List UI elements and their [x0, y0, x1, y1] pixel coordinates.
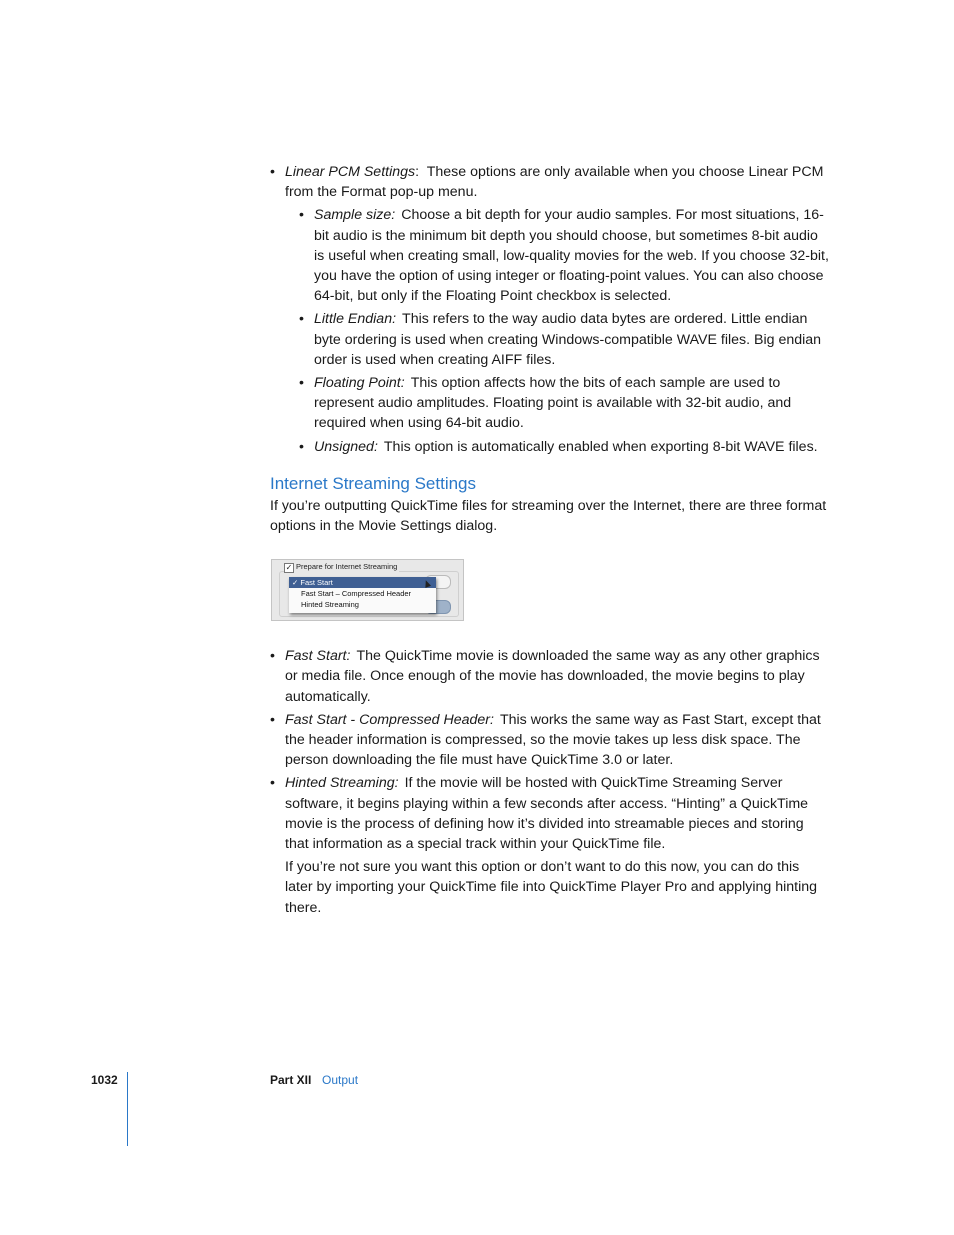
- bullet: •: [270, 711, 275, 728]
- item-text: This option is automatically enabled when exporting 8-bit WAVE files.: [383, 438, 818, 455]
- streaming-settings-screenshot: [271, 559, 464, 621]
- list-item-hinted-streaming: [270, 773, 830, 854]
- bullet: •: [299, 438, 304, 455]
- sub-item-little-endian: [299, 309, 830, 370]
- term-fast-start-compressed: Fast Start - Compressed Header:: [285, 711, 494, 728]
- list-item-fast-start-compressed: [270, 710, 830, 771]
- menu-item-hinted-streaming: Hinted Streaming: [301, 600, 359, 610]
- format-popup-menu: [289, 577, 436, 613]
- sub-item-unsigned: [299, 437, 830, 457]
- term-linear-pcm: Linear PCM Settings: [285, 164, 416, 180]
- bullet: •: [299, 375, 304, 392]
- list-item-linear-pcm: [270, 162, 830, 457]
- item-text: This works the same way as Fast Start, except that the header information is compressed, so the movie takes up less disk space. The person downloading the file must have QuickTime 3.0 or later.: [285, 711, 821, 769]
- item-text: If the movie will be hosted with QuickTime Streaming Server software, it begins playing within a few seconds after access. “Hinting” a QuickTime movie is the process of defining how it’s divided into streamable pieces and storing that information as a special track within your QuickTime file.: [285, 775, 809, 853]
- item-text: Choose a bit depth for your audio samples. For most situations, 16-bit audio is the minimum bit depth you should choose, but sometimes 8-bit audio is useful when creating small, low-quality movies for the web. If you choose 32-bit, you have the option of using integer or floating-point values. You can also choose 64-bit, but only if the Floating Point checkbox is selected.: [314, 207, 829, 305]
- term-separator: :: [415, 164, 420, 180]
- term-fast-start: Fast Start:: [285, 648, 351, 665]
- bullet: •: [270, 775, 275, 792]
- footer-rule: [127, 1072, 128, 1146]
- closing-paragraph: If you’re not sure you want this option or don’t want to do this now, you can do this later by importing your QuickTime file into QuickTime Player Pro and applying hinting there.: [285, 859, 817, 916]
- sub-list: [285, 205, 830, 456]
- bullet: •: [270, 648, 275, 665]
- term-little-endian: Little Endian:: [314, 311, 397, 328]
- page-number: 1032: [91, 1073, 118, 1087]
- item-text: This option affects how the bits of each sample are used to represent audio amplitudes. Floating point is available with 32-bit audio, and required when using 64-bit audio.: [314, 375, 792, 432]
- footer-section-link[interactable]: Output: [322, 1073, 359, 1087]
- list-item-fast-start: [270, 646, 830, 707]
- checkbox-icon: ✓: [285, 563, 293, 573]
- term-floating-point: Floating Point:: [314, 375, 405, 392]
- term-sample-size: Sample size:: [314, 207, 396, 224]
- item-text: These options are only available when you choose Linear PCM from the Format pop-up menu.: [285, 164, 824, 201]
- menu-item-fast-start-compressed: Fast Start – Compressed Header: [301, 589, 412, 599]
- main-content: [270, 162, 830, 918]
- item-text: This refers to the way audio data bytes are ordered. Little endian byte ordering is used when creating Windows-compatible WAVE files. Big endian order is used when creating AIFF files.: [314, 311, 822, 368]
- checkbox-label: Prepare for Internet Streaming: [296, 562, 398, 572]
- term-hinted-streaming: Hinted Streaming:: [285, 775, 399, 792]
- footer-part: Part XII: [270, 1073, 312, 1087]
- bullet: •: [299, 207, 304, 224]
- menu-item-fast-start: ✓ Fast Start: [289, 577, 436, 588]
- bullet: •: [299, 311, 304, 328]
- item-text: The QuickTime movie is downloaded the same way as any other graphics or media file. Once enough of the movie has downloaded, the movie begins to play automatically.: [285, 648, 820, 705]
- bullet: •: [270, 164, 275, 180]
- term-unsigned: Unsigned:: [314, 438, 378, 455]
- sub-item-floating-point: [299, 373, 830, 434]
- section-heading: Internet Streaming Settings: [270, 473, 477, 493]
- section-intro: If you’re outputting QuickTime files for streaming over the Internet, there are three format options in the Movie Settings dialog.: [270, 497, 827, 535]
- sub-item-sample-size: [299, 205, 830, 306]
